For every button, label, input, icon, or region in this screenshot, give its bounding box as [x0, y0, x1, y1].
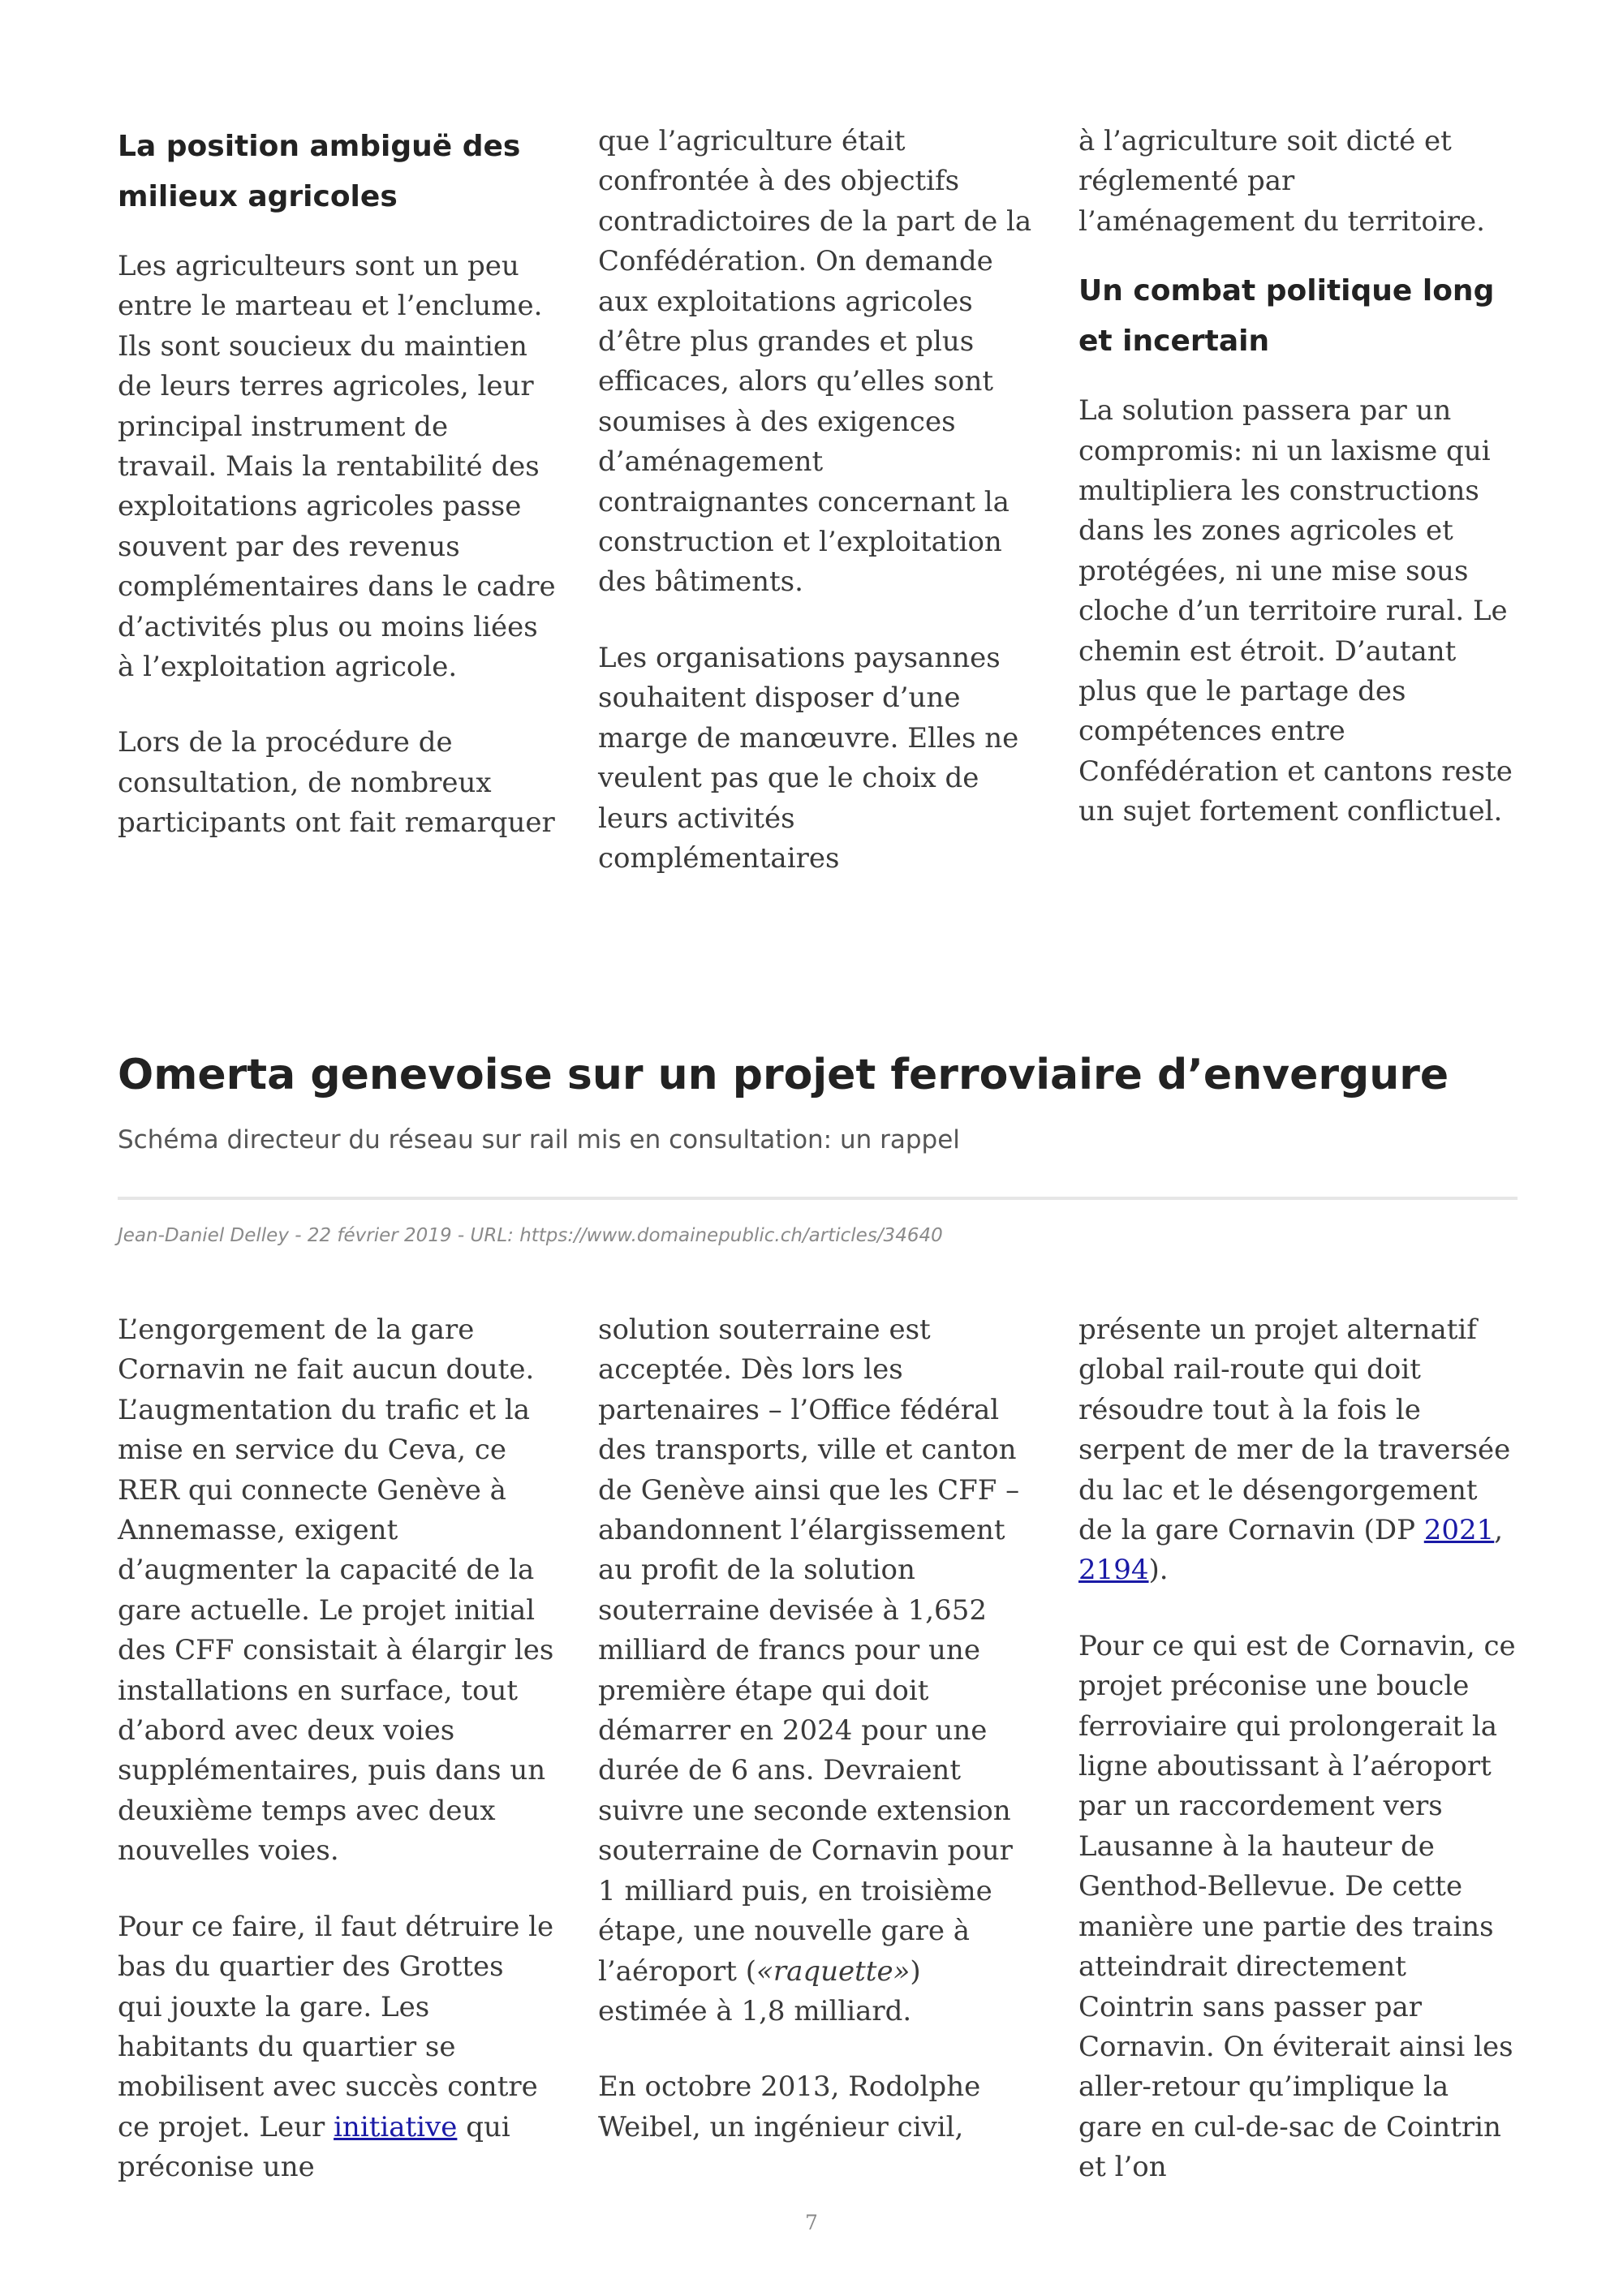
separator-text: , [1494, 1514, 1504, 1547]
section-heading: La position ambiguë des milieux agricoles [118, 130, 521, 213]
dp-2021-link[interactable]: 2021 [1423, 1514, 1495, 1547]
article-columns [118, 1310, 1518, 2224]
column-3 [1078, 1310, 1517, 2224]
paragraph-text: solution souterraine est acceptée. Dès lors les partenaires – l’Office fédéral des transports, ville et canton de Genève ainsi que les CFF – abandonnent l’élargissement au profit de la solution souterraine devisée à 1,652 milliard de francs pour une première étape qui doit démarrer en 2024 pour une durée de 6 ans. Devraient suivre une seconde extension souterraine de Cornavin pour 1 milliard puis, en troisième étape, une nouvelle gare à l’aéroport ( [598, 1314, 1020, 1988]
paragraph-text: ). [1148, 1554, 1169, 1587]
section-heading: Un combat politique long et incertain [1078, 274, 1495, 359]
paragraph [118, 1907, 556, 2188]
column-2 [598, 122, 1036, 914]
paragraph-text: ) estimée à 1,8 milliard. [598, 1954, 921, 2027]
column-1 [118, 122, 556, 914]
paragraph: La solution passera par un compromis: ni un laxisme qui multipliera les constructions dans les zones agricoles et protégées, ni une mise sous cloche d’un territoire rural. Le chemin est étroit. D’autant plus que le partage des compétences entre Confédération et cantons reste un sujet fortement conflictuel. [1078, 394, 1513, 828]
article-byline: Jean-Daniel Delley - 22 février 2019 - URL: https://www.domainepublic.ch/articles/34640 [118, 1225, 943, 1246]
paragraph [598, 1310, 1036, 2032]
paragraph: En octobre 2013, Rodolphe Weibel, un ingénieur civil, [598, 2070, 981, 2143]
page-number: 7 [805, 2211, 818, 2234]
paragraph: Les organisations paysannes souhaitent disposer d’une marge de manœuvre. Elles ne veulent pas que le choix de leurs activités complémentaires [598, 641, 1019, 875]
paragraph: Pour ce qui est de Cornavin, ce projet préconise une boucle ferroviaire qui prolongerait la ligne aboutissant à l’aéroport par un raccordement vers Lausanne à la hauteur de Genthod-Bellevue. De cette manière une partie des trains atteindrait directement Cointrin sans passer par Cornavin. On éviterait ainsi les aller-retour qu’implique la gare en cul-de-sac de Cointrin et l’on [1078, 1629, 1516, 2184]
column-2 [598, 1310, 1036, 2224]
column-3 [1078, 122, 1517, 914]
paragraph: Les agriculteurs sont un peu entre le marteau et l’enclume. Ils sont soucieux du maintien de leurs terres agricoles, leur principal instrument de travail. Mais la rentabilité des exploitations agricoles passe souvent par des revenus complémentaires dans le cadre d’activités plus ou moins liées à l’exploitation agricole. [118, 250, 556, 684]
emphasis-text: «raquette» [756, 1954, 911, 1988]
paragraph: L’engorgement de la gare Cornavin ne fait aucun doute. L’augmentation du trafic et la mise en service du Ceva, ce RER qui connecte Genève à Annemasse, exigent d’augmenter la capacité de la gare actuelle. Le projet initial des CFF consistait à élargir les installations en surface, tout d’abord avec deux voies supplémentaires, puis dans un deuxième temps avec deux nouvelles voies. [118, 1314, 554, 1868]
paragraph-text: présente un projet alternatif global rail-route qui doit résoudre tout à la fois le serpent de mer de la traversée du lac et le désengorgement de la gare Cornavin (DP [1078, 1314, 1511, 1547]
paragraph: à l’agriculture soit dicté et réglementé par l’aménagement du territoire. [1078, 125, 1485, 238]
paragraph-text: qui préconise une [118, 2110, 510, 2184]
dp-2194-link[interactable]: 2194 [1078, 1554, 1149, 1587]
paragraph [1078, 1310, 1517, 1591]
paragraph-text: Pour ce faire, il faut détruire le bas du quartier des Grottes qui jouxte la gare. Les habitants du quartier se mobilisent avec succès contre ce projet. Leur [118, 1910, 554, 2143]
paragraph: que l’agriculture était confrontée à des objectifs contradictoires de la part de la Confédération. On demande aux exploitations agricoles d’être plus grandes et plus efficaces, alors qu’elles sont soumises à des exigences d’aménagement contraignantes concernant la construction et l’exploitation des bâtiments. [598, 125, 1032, 599]
paragraph: Lors de la procédure de consultation, de nombreux participants ont fait remarquer [118, 726, 555, 840]
initiative-link[interactable]: initiative [334, 2110, 458, 2143]
previous-article-columns [118, 122, 1518, 914]
article-subtitle: Schéma directeur du réseau sur rail mis en consultation: un rappel [118, 1125, 960, 1154]
divider [118, 1197, 1518, 1200]
article-title: Omerta genevoise sur un projet ferroviaire d’envergure [118, 1051, 1449, 1099]
column-1 [118, 1310, 556, 2224]
